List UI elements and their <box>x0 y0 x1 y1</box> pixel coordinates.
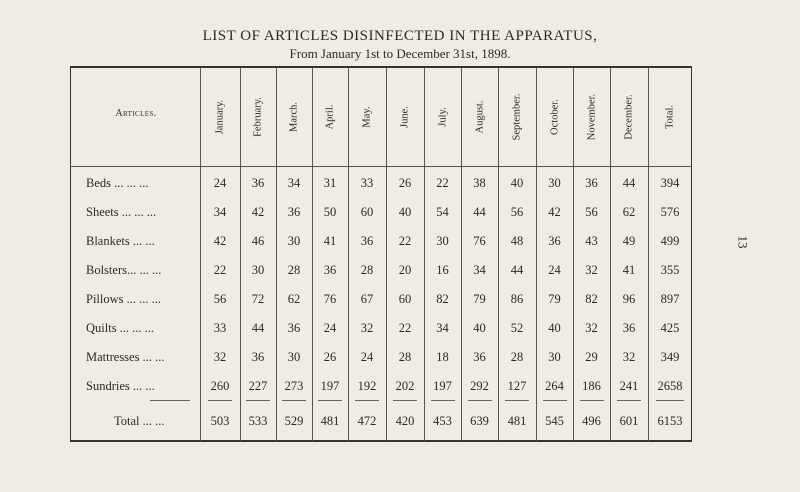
table-cell: 22 <box>213 263 227 277</box>
table-cell: 36 <box>548 234 561 248</box>
table-cell: 76 <box>473 234 486 248</box>
table-cell: 20 <box>398 263 412 277</box>
total-cell: 453 <box>433 414 452 428</box>
table-cell: 36 <box>251 350 265 364</box>
table-cell: 24 <box>213 176 227 190</box>
total-cell: 481 <box>320 414 340 428</box>
table-cell: 43 <box>585 234 598 248</box>
table-cell: 54 <box>436 205 449 219</box>
table-cell: 32 <box>585 263 598 277</box>
sum-rule <box>431 400 455 401</box>
table-cell: 30 <box>287 234 301 248</box>
month-header-cell <box>276 68 312 166</box>
month-header: January. <box>214 99 226 135</box>
table-cell: 30 <box>251 263 265 277</box>
table-cell: 38 <box>473 176 486 190</box>
table-cell: 82 <box>585 292 598 306</box>
table-cell: 60 <box>398 292 412 306</box>
row-label: Sundries ... ... <box>86 379 155 393</box>
page-number: 13 <box>735 235 751 249</box>
table-cell: 28 <box>398 350 412 364</box>
table-cell: 28 <box>510 350 524 364</box>
table-cell: 62 <box>287 292 301 306</box>
row-total-cell: 576 <box>660 205 680 219</box>
table-cell: 46 <box>251 234 265 248</box>
month-header-cell <box>200 68 240 166</box>
month-header-cell <box>573 68 610 166</box>
table-cell: 41 <box>622 263 636 277</box>
row-label: Pillows ... ... ... <box>86 292 162 306</box>
table-cell: 62 <box>622 205 636 219</box>
total-cell: 533 <box>248 414 268 428</box>
table-cell: 22 <box>398 234 412 248</box>
table-cell: 24 <box>548 263 561 277</box>
header-rule <box>70 166 692 167</box>
table-cell: 264 <box>545 379 564 393</box>
row-total-cell: 355 <box>660 263 680 277</box>
sum-rule <box>580 400 604 401</box>
sum-rule <box>355 400 379 401</box>
table-cell: 260 <box>210 379 230 393</box>
table-cell: 34 <box>213 205 227 219</box>
table-cell: 32 <box>213 350 227 364</box>
table-cell: 24 <box>323 321 337 335</box>
sum-rule <box>656 400 684 401</box>
table-cell: 41 <box>323 234 337 248</box>
row-label: Mattresses ... ... <box>86 350 165 364</box>
table-cell: 28 <box>360 263 374 277</box>
table-cell: 40 <box>398 205 412 219</box>
sum-rule <box>617 400 641 401</box>
table-cell: 18 <box>436 350 449 364</box>
total-header: Total. <box>664 104 676 130</box>
table-cell: 292 <box>470 379 489 393</box>
month-header-cell <box>386 68 424 166</box>
table-cell: 241 <box>619 379 639 393</box>
month-header: November. <box>586 93 597 141</box>
month-header: March. <box>288 101 300 133</box>
total-cell: 496 <box>582 414 601 428</box>
articles-header: Articles. <box>115 108 157 119</box>
table-cell: 56 <box>510 205 524 219</box>
month-header: February. <box>252 97 264 137</box>
month-header-cell <box>240 68 276 166</box>
row-total-cell: 499 <box>660 234 680 248</box>
sum-rule <box>246 400 270 401</box>
table-title: LIST OF ARTICLES DISINFECTED IN THE APPARATUS, <box>202 28 598 44</box>
table-subtitle: From January 1st to December 31st, 1898. <box>289 46 511 61</box>
total-row-label: Total ... ... <box>114 414 165 428</box>
sum-rule <box>208 400 232 401</box>
table-cell: 30 <box>548 350 561 364</box>
table-cell: 48 <box>510 234 524 248</box>
total-cell: 545 <box>545 414 564 428</box>
sum-rule <box>150 400 190 401</box>
table-cell: 79 <box>473 292 486 306</box>
table-cell: 44 <box>251 321 265 335</box>
month-header: December. <box>623 94 635 140</box>
table-cell: 227 <box>248 379 268 393</box>
table-cell: 36 <box>323 263 337 277</box>
table-cell: 30 <box>287 350 301 364</box>
table-cell: 16 <box>436 263 449 277</box>
table-cell: 72 <box>251 292 265 306</box>
table-cell: 42 <box>251 205 265 219</box>
total-cell: 472 <box>357 414 377 428</box>
table-cell: 44 <box>622 176 636 190</box>
month-header: August. <box>474 100 485 134</box>
month-header-cell <box>536 68 573 166</box>
row-total-cell: 2658 <box>657 379 683 393</box>
sum-rule <box>282 400 306 401</box>
month-header: April. <box>324 104 336 130</box>
table-cell: 36 <box>251 176 265 190</box>
month-header-cell <box>461 68 498 166</box>
table-cell: 32 <box>622 350 636 364</box>
table-cell: 197 <box>433 379 452 393</box>
row-label: Blankets ... ... <box>86 234 155 248</box>
table-cell: 56 <box>585 205 598 219</box>
table-cell: 36 <box>622 321 636 335</box>
table-cell: 42 <box>213 234 227 248</box>
total-cell: 639 <box>470 414 489 428</box>
table-cell: 192 <box>357 379 377 393</box>
table-cell: 50 <box>323 205 337 219</box>
sum-rule <box>505 400 529 401</box>
total-cell: 481 <box>507 414 527 428</box>
table-cell: 127 <box>507 379 527 393</box>
month-header-cell <box>424 68 461 166</box>
table-cell: 202 <box>395 379 415 393</box>
table-cell: 36 <box>473 350 486 364</box>
sum-rule <box>393 400 417 401</box>
table-cell: 49 <box>622 234 636 248</box>
table-cell: 273 <box>284 379 304 393</box>
total-cell: 503 <box>210 414 230 428</box>
total-cell: 601 <box>619 414 639 428</box>
table-cell: 32 <box>585 321 598 335</box>
table-cell: 26 <box>398 176 412 190</box>
month-header-cell <box>610 68 648 166</box>
month-header-cell <box>498 68 536 166</box>
table-cell: 40 <box>548 321 561 335</box>
table-cell: 86 <box>510 292 524 306</box>
table-cell: 31 <box>323 176 337 190</box>
table-cell: 22 <box>436 176 449 190</box>
row-label: Beds ... ... ... <box>86 176 149 190</box>
table-cell: 96 <box>622 292 636 306</box>
total-cell: 420 <box>395 414 415 428</box>
month-header-cell <box>348 68 386 166</box>
row-total-cell: 425 <box>660 321 680 335</box>
table-cell: 34 <box>287 176 301 190</box>
table-cell: 33 <box>360 176 374 190</box>
table-cell: 26 <box>323 350 337 364</box>
sum-rule <box>543 400 567 401</box>
row-label: Sheets ... ... ... <box>86 205 157 219</box>
month-header: May. <box>361 106 373 128</box>
sum-rule <box>318 400 342 401</box>
row-label: Quilts ... ... ... <box>86 321 155 335</box>
table-cell: 24 <box>360 350 374 364</box>
table-cell: 82 <box>436 292 449 306</box>
table-cell: 60 <box>360 205 374 219</box>
row-total-cell: 394 <box>660 176 680 190</box>
sum-rule <box>468 400 492 401</box>
table-cell: 42 <box>548 205 561 219</box>
table-cell: 79 <box>548 292 561 306</box>
table-cell: 36 <box>360 234 374 248</box>
table-cell: 76 <box>323 292 337 306</box>
table-cell: 36 <box>287 205 301 219</box>
table-cell: 34 <box>436 321 449 335</box>
month-header: July. <box>437 107 448 127</box>
table-cell: 56 <box>213 292 227 306</box>
total-cell: 529 <box>284 414 304 428</box>
table-cell: 186 <box>582 379 601 393</box>
month-header-cell <box>312 68 348 166</box>
table-cell: 44 <box>473 205 486 219</box>
table-cell: 34 <box>473 263 486 277</box>
month-header: June. <box>399 106 411 128</box>
table-cell: 36 <box>585 176 598 190</box>
table-cell: 40 <box>473 321 486 335</box>
month-header: October. <box>549 99 560 135</box>
table-cell: 22 <box>398 321 412 335</box>
table-cell: 36 <box>287 321 301 335</box>
table-cell: 197 <box>320 379 340 393</box>
row-total-cell: 897 <box>660 292 680 306</box>
table-cell: 28 <box>287 263 301 277</box>
table-cell: 29 <box>585 350 598 364</box>
table-cell: 67 <box>360 292 374 306</box>
table-cell: 30 <box>436 234 449 248</box>
table-cell: 33 <box>213 321 227 335</box>
row-total-cell: 349 <box>660 350 680 364</box>
table-cell: 32 <box>360 321 374 335</box>
table-cell: 52 <box>510 321 524 335</box>
month-header: September. <box>511 93 523 141</box>
table-cell: 44 <box>510 263 524 277</box>
row-label: Bolsters... ... ... <box>86 263 162 277</box>
total-header-cell <box>648 68 692 166</box>
table-cell: 30 <box>548 176 561 190</box>
table-cell: 40 <box>510 176 524 190</box>
grand-total-cell: 6153 <box>657 414 683 428</box>
